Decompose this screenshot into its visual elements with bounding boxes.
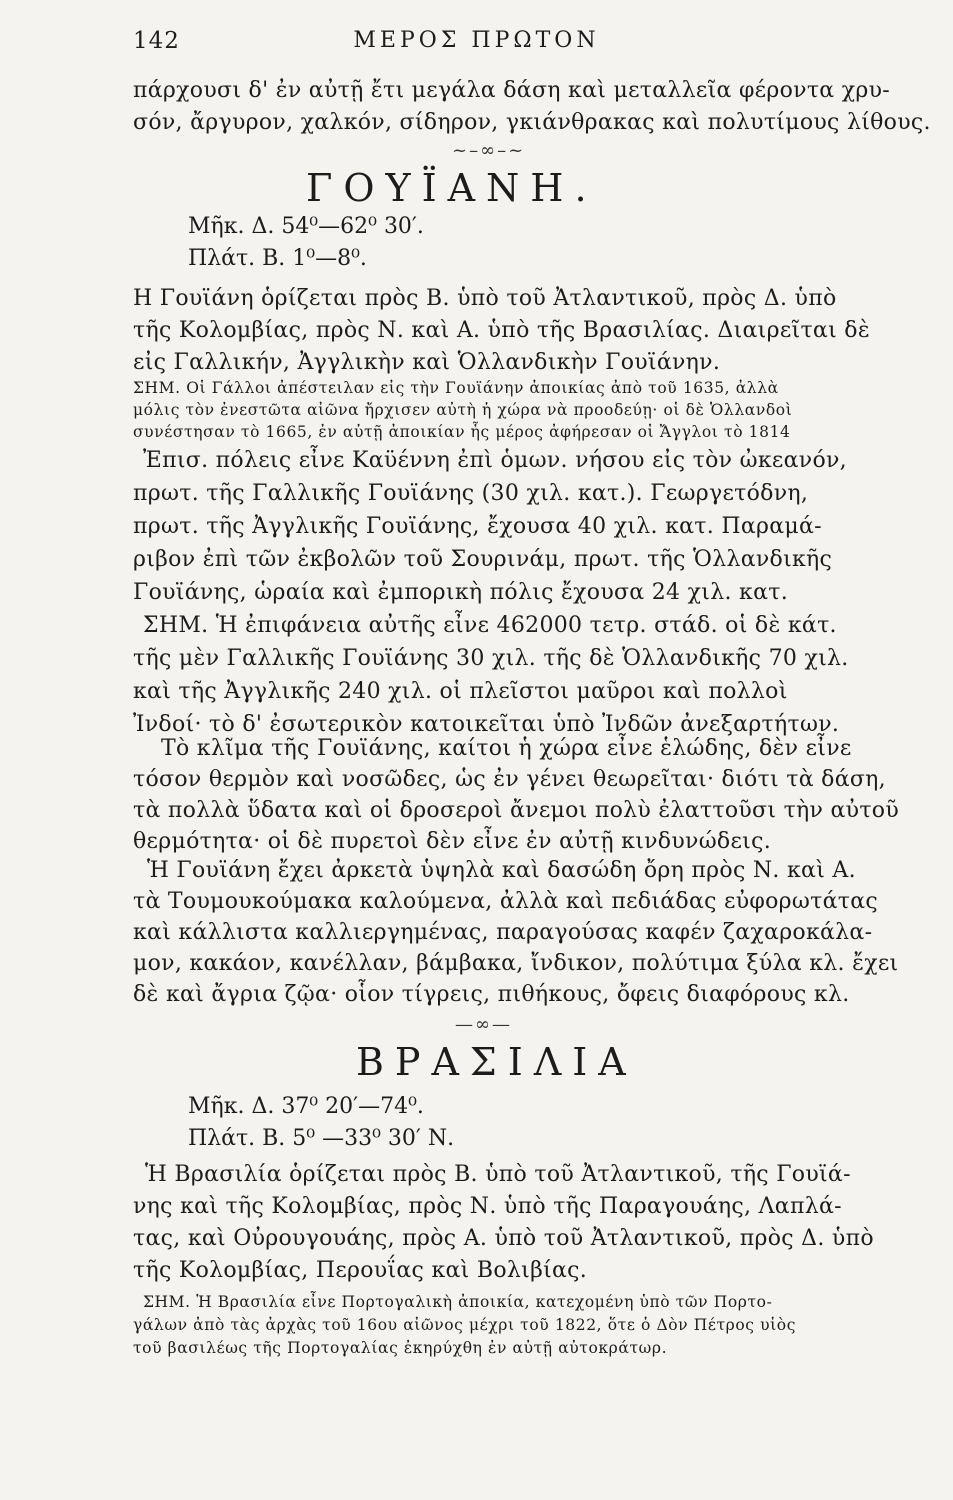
text-line: Τὸ κλῖμα τῆς Γουϊάνης, καίτοι ἡ χώρα εἶνε ἑλώδης, δὲν εἶνε: [161, 736, 852, 761]
page-header: [0, 28, 953, 58]
text-line: τῆς Κολομβίας, Περουΐας καὶ Βολιβίας.: [133, 1258, 588, 1283]
note-line: τοῦ βασιλέως τῆς Πορτογαλίας ἐκηρύχθη ἐν αὐτῇ αὐτοκράτωρ.: [133, 1339, 668, 1357]
text-line: πρωτ. τῆς Γαλλικῆς Γουϊάνης (30 χιλ. κατ.). Γεωργετόδνη,: [133, 481, 809, 506]
ornament-divider: ~–∞–~: [452, 140, 526, 161]
text-line: Ἡ Γουϊάνη ἔχει ἀρκετὰ ὑψηλὰ καὶ δασώδη ὄρη πρὸς Ν. καὶ Α.: [147, 858, 856, 883]
text-line: Η Γουϊάνη ὁρίζεται πρὸς Β. ὑπὸ τοῦ Ἀτλαντικοῦ, πρὸς Δ. ὑπὸ: [133, 286, 837, 311]
running-title: ΜΕΡΟΣ ΠΡΩΤΟΝ: [353, 28, 600, 53]
text-line: πρωτ. τῆς Ἀγγλικῆς Γουϊάνης, ἔχουσα 40 χιλ. κατ. Παραμά-: [133, 514, 822, 539]
note-line: γάλων ἀπὸ τὰς ἀρχὰς τοῦ 16ου αἰῶνος μέχρι τοῦ 1822, ὅτε ὁ Δὸν Πέτρος υἱὸς: [133, 1316, 797, 1334]
note-line: ΣΗΜ. Οἱ Γάλλοι ἀπέστειλαν εἰς τὴν Γουϊάνην ἀποικίας ἀπὸ τοῦ 1635, ἀλλὰ: [133, 379, 779, 397]
text-line: Ἰνδοί· τὸ δ' ἐσωτερικὸν κατοικεῖται ὑπὸ Ἰνδῶν ἀνεξαρτήτων.: [133, 712, 840, 737]
text-line: καὶ κάλλιστα καλλιεργημένας, παραγούσας καφέν ζαχαροκάλα-: [133, 920, 873, 945]
text-line: καὶ τῆς Ἀγγλικῆς 240 χιλ. οἱ πλεῖστοι μαῦροι καὶ πολλοὶ: [133, 679, 788, 704]
brasil-longitude: Μῆκ. Δ. 37⁰ 20′—74⁰.: [188, 1094, 424, 1119]
text-line: Ἡ Βρασιλία ὁρίζεται πρὸς Β. ὑπὸ τοῦ Ἀτλαντικοῦ, τῆς Γουϊά-: [145, 1162, 851, 1187]
guiana-latitude: Πλάτ. Β. 1⁰—8⁰.: [188, 246, 367, 271]
text-line: τὰ Τουμουκούμακα καλούμενα, ἀλλὰ καὶ πεδιάδας εὐφορωτάτας: [133, 889, 879, 914]
text-line: σόν, ἄργυρον, χαλκόν, σίδηρον, γκιάνθρακας καὶ πολυτίμους λίθους.: [133, 110, 931, 135]
brasil-latitude: Πλάτ. Β. 5⁰ —33⁰ 30′ Ν.: [188, 1126, 455, 1151]
section-title-guiana: ΓΟΥΪΑΝΗ.: [306, 166, 598, 210]
text-line: μον, κακάον, κανέλλαν, βάμβακα, ἴνδικον, πολύτιμα ξύλα κλ. ἔχει: [133, 951, 899, 976]
note-line: ΣΗΜ. Ἡ Βρασιλία εἶνε Πορτογαλικὴ ἀποικία, κατεχομένη ὑπὸ τῶν Πορτο-: [143, 1293, 773, 1311]
guiana-longitude: Μῆκ. Δ. 54⁰—62⁰ 30′.: [188, 214, 424, 239]
text-line: θερμότητα· οἱ δὲ πυρετοὶ δὲν εἶνε ἐν αὐτῇ κινδυνώδεις.: [133, 829, 772, 854]
note-line: μόλις τὸν ἐνεστῶτα αἰῶνα ἤρχισεν αὐτὴ ἡ χώρα νὰ προοδεύῃ· οἱ δὲ Ὁλλανδοὶ: [133, 401, 793, 419]
text-line: Γουϊάνης, ὡραία καὶ ἐμπορικὴ πόλις ἔχουσα 24 χιλ. κατ.: [133, 580, 789, 605]
text-line: τῆς μὲν Γαλλικῆς Γουϊάνης 30 χιλ. τῆς δὲ Ὁλλανδικῆς 70 χιλ.: [133, 646, 849, 671]
text-line: τόσον θερμὸν καὶ νοσῶδες, ὡς ἐν γένει θεωρεῖται· διότι τὰ δάση,: [133, 767, 886, 792]
text-line: τῆς Κολομβίας, πρὸς Ν. καὶ Α. ὑπὸ τῆς Βρασιλίας. Διαιρεῖται δὲ: [133, 318, 870, 343]
text-line: νης καὶ τῆς Κολομβίας, πρὸς Ν. ὑπὸ τῆς Παραγουάης, Λαπλά-: [133, 1194, 842, 1219]
text-line: ριβον ἐπὶ τῶν ἐκβολῶν τοῦ Σουρινάμ, πρωτ. τῆς Ὁλλανδικῆς: [133, 547, 833, 572]
ornament-divider: —∞—: [455, 1014, 512, 1035]
section-title-brasil: ΒΡΑΣΙΛΙΑ: [356, 1040, 637, 1084]
text-line: τας, καὶ Οὐρουγουάης, πρὸς Α. ὑπὸ τοῦ Ἀτλαντικοῦ, πρὸς Δ. ὑπὸ: [133, 1226, 874, 1251]
text-line: ΣΗΜ. Ἡ ἐπιφάνεια αὐτῆς εἶνε 462000 τετρ. στάδ. οἱ δὲ κάτ.: [143, 613, 837, 638]
text-line: εἰς Γαλλικήν, Ἀγγλικὴν καὶ Ὁλλανδικὴν Γουϊάνην.: [133, 350, 721, 375]
note-line: συνέστησαν τὸ 1665, ἐν αὐτῇ ἀποικίαν ἧς μέρος ἀφήρεσαν οἱ Ἄγγλοι τὸ 1814: [133, 423, 791, 441]
text-line: τὰ πολλὰ ὕδατα καὶ οἱ δροσεροὶ ἄνεμοι πολὺ ἐλαττοῦσι τὴν αὐτοῦ: [133, 798, 900, 823]
page-number: 142: [133, 28, 180, 54]
text-line: πάρχουσι δ' ἐν αὐτῇ ἔτι μεγάλα δάση καὶ μεταλλεῖα φέροντα χρυ-: [133, 78, 891, 103]
text-line: δὲ καὶ ἄγρια ζῷα· οἷον τίγρεις, πιθήκους, ὄφεις διαφόρους κλ.: [133, 982, 850, 1007]
text-line: Ἐπισ. πόλεις εἶνε Καϋέννη ἐπὶ ὁμων. νήσου εἰς τὸν ὠκεανόν,: [143, 448, 847, 473]
